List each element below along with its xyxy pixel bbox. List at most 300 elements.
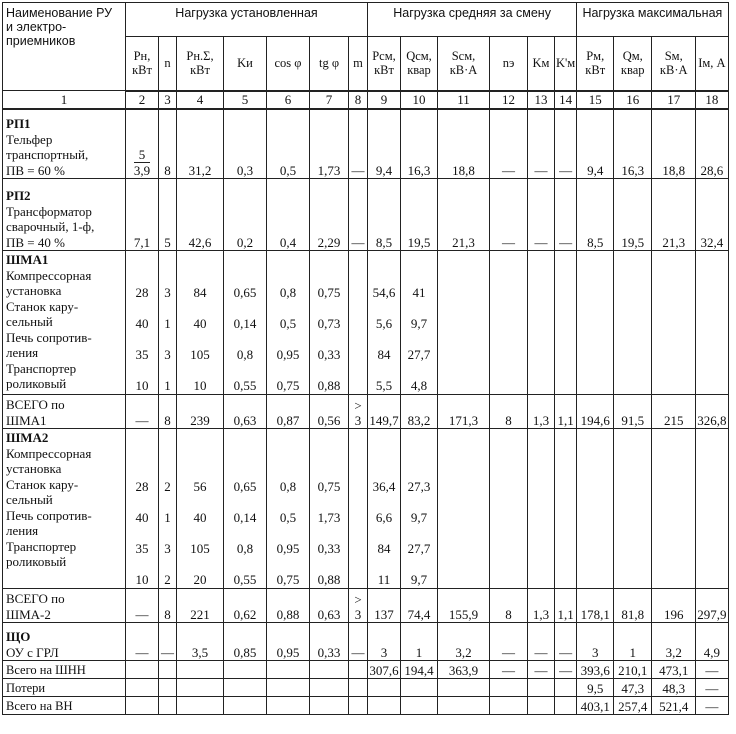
table-cell: 0,5 <box>267 109 310 179</box>
header-pn: Pн, кВт <box>126 37 159 91</box>
table-cell: 0,75 <box>317 478 341 494</box>
header-cos: cos φ <box>267 37 310 91</box>
shma2-ki-column <box>224 429 267 589</box>
stack-slot <box>311 557 347 588</box>
stack-slot <box>225 557 265 588</box>
table-cell: 16,3 <box>614 109 652 179</box>
empty-cell <box>577 429 614 589</box>
table-cell: 0,85 <box>224 623 267 661</box>
table-cell <box>555 679 577 697</box>
table-cell: 0,65 <box>233 284 257 300</box>
stack-slot <box>369 363 399 394</box>
stack-slot <box>268 495 308 526</box>
table-cell: — <box>349 623 368 661</box>
empty-cell <box>310 697 349 715</box>
stack-slot <box>160 495 175 526</box>
column-number: 1 <box>3 91 126 109</box>
shco-name <box>3 623 126 661</box>
stack-slot <box>178 464 222 495</box>
stack-slot <box>160 363 175 394</box>
table-cell: 3 <box>164 346 171 362</box>
table-cell: — <box>349 109 368 179</box>
table-cell: 83,2 <box>401 395 438 429</box>
header-tg: tg φ <box>310 37 349 91</box>
stack-slot <box>369 557 399 588</box>
table-cell: 297,9 <box>696 589 728 623</box>
stack-slot <box>369 495 399 526</box>
table-cell: 8 <box>159 109 177 179</box>
table-cell: — <box>490 623 528 661</box>
table-cell: 215 <box>652 395 696 429</box>
table-cell: 48,3 <box>652 679 696 697</box>
item-line: сельный <box>6 314 53 329</box>
empty-cell <box>126 697 159 715</box>
m-value: 3 <box>354 413 362 428</box>
total-line: ВСЕГО по <box>6 591 65 606</box>
empty-cell <box>159 679 177 697</box>
rp1-title: РП1 <box>6 116 31 131</box>
stack-slot <box>311 301 347 332</box>
table-cell: 27,7 <box>407 540 431 556</box>
column-number: 11 <box>438 91 490 109</box>
table-cell: 11 <box>377 571 391 587</box>
stack-slot <box>160 526 175 557</box>
table-cell: 1,3 <box>528 395 555 429</box>
stack-slot <box>225 301 265 332</box>
summary-label: Всего на ШНН <box>3 661 126 679</box>
stack-slot <box>127 363 157 394</box>
column-number: 17 <box>652 91 696 109</box>
stack-slot <box>311 495 347 526</box>
empty-cell <box>652 429 696 589</box>
table-row-summary <box>3 697 729 715</box>
table-cell: 0,33 <box>310 623 349 661</box>
empty-cell <box>696 251 728 395</box>
table-cell: 0,55 <box>233 377 257 393</box>
stack-slot <box>160 464 175 495</box>
stack-slot <box>160 332 175 363</box>
table-cell: 105 <box>190 346 210 362</box>
table-cell: 5 <box>159 179 177 251</box>
header-psm: Pсм, кВт <box>368 37 401 91</box>
table-cell: 3 <box>164 540 171 556</box>
table-cell: 3,2 <box>652 623 696 661</box>
table-cell: 363,9 <box>438 661 490 679</box>
column-number: 6 <box>267 91 310 109</box>
empty-cell <box>614 429 652 589</box>
table-cell: 0,73 <box>317 315 341 331</box>
stack-slot <box>178 301 222 332</box>
header-name-column: Наименование РУ и электро-приемников <box>3 3 126 91</box>
stack-slot <box>127 270 157 301</box>
column-number: 3 <box>159 91 177 109</box>
header-pn-sum: Pн.Σ, кВт <box>177 37 224 91</box>
table-cell: 0,75 <box>276 377 300 393</box>
rp1-pn-fraction <box>134 147 150 178</box>
stack-slot <box>178 332 222 363</box>
empty-cell <box>349 429 368 589</box>
table-cell: 81,8 <box>614 589 652 623</box>
stack-slot <box>402 557 436 588</box>
table-cell: 10 <box>193 377 207 393</box>
rp2-line: сварочный, 1-ф, <box>6 219 95 234</box>
table-cell: 0,88 <box>317 377 341 393</box>
table-cell <box>368 697 401 715</box>
table-cell: 9,4 <box>368 109 401 179</box>
table-cell: 18,8 <box>652 109 696 179</box>
empty-cell <box>349 679 368 697</box>
table-cell: 9,7 <box>410 509 428 525</box>
stack-slot <box>127 464 157 495</box>
rp1-pn-top: 5 <box>134 147 150 163</box>
stack-slot <box>127 301 157 332</box>
table-cell: 0,88 <box>267 589 310 623</box>
table-cell: 9,7 <box>410 571 428 587</box>
rp2-line: Трансформатор <box>6 203 92 219</box>
table-cell: 0,63 <box>310 589 349 623</box>
table-cell: 1 <box>164 509 171 525</box>
stack-slot <box>127 526 157 557</box>
rp2-title: РП2 <box>6 188 31 203</box>
table-cell: 194,4 <box>401 661 438 679</box>
rp1-pn <box>126 109 159 179</box>
table-cell: 0,33 <box>317 540 341 556</box>
rp1-line: транспортный, <box>6 147 89 162</box>
table-cell: 178,1 <box>577 589 614 623</box>
header-sm: Sм, кВ·А <box>652 37 696 91</box>
table-cell: 0,8 <box>279 284 297 300</box>
stack-slot <box>311 526 347 557</box>
table-cell: 393,6 <box>577 661 614 679</box>
table-cell: 54,6 <box>372 284 396 300</box>
table-cell: 257,4 <box>614 697 652 715</box>
stack-slot <box>225 495 265 526</box>
shma2-title: ШМА2 <box>6 430 49 445</box>
item-line: Компрессорная <box>6 267 92 283</box>
table-row-shma1-total <box>3 395 729 429</box>
column-number: 16 <box>614 91 652 109</box>
stack-slot <box>268 270 308 301</box>
rp1-line: ПВ = 60 % <box>6 162 65 178</box>
table-cell: 0,56 <box>310 395 349 429</box>
header-ki: Kи <box>224 37 267 91</box>
stack-slot <box>225 526 265 557</box>
column-number: 8 <box>349 91 368 109</box>
rp1-pn-bottom: 3,9 <box>133 163 151 178</box>
table-cell: 0,95 <box>276 346 300 362</box>
item-line: установка <box>6 461 62 476</box>
empty-cell <box>528 251 555 395</box>
stack-slot <box>225 332 265 363</box>
table-cell: 0,75 <box>317 284 341 300</box>
table-cell: 8 <box>490 395 528 429</box>
table-cell: 149,7 <box>368 395 401 429</box>
table-cell: 84 <box>193 284 207 300</box>
header-qsm: Qсм, квар <box>401 37 438 91</box>
table-cell: 56 <box>193 478 207 494</box>
table-cell: 0,8 <box>236 346 254 362</box>
table-cell: 0,3 <box>224 109 267 179</box>
table-cell: 239 <box>177 395 224 429</box>
table-cell: — <box>696 661 728 679</box>
stack-slot <box>225 270 265 301</box>
item-line: Станок кару- <box>6 298 79 314</box>
header-max-load: Нагрузка максимальная <box>577 3 728 37</box>
shma2-n-column <box>159 429 177 589</box>
header-n: n <box>159 37 177 91</box>
table-cell: 2 <box>164 478 171 494</box>
header-group-row <box>3 3 729 37</box>
table-cell: 84 <box>377 540 391 556</box>
column-number: 12 <box>490 91 528 109</box>
empty-cell <box>349 661 368 679</box>
table-cell: 16,3 <box>401 109 438 179</box>
table-cell: 0,5 <box>279 315 297 331</box>
table-cell: 10 <box>135 571 149 587</box>
table-cell <box>528 679 555 697</box>
table-cell: — <box>126 623 159 661</box>
load-calculation-table <box>2 2 729 715</box>
table-cell: — <box>555 109 577 179</box>
table-cell: 0,55 <box>233 571 257 587</box>
stack-slot <box>402 301 436 332</box>
item-line: роликовый <box>6 554 67 569</box>
column-number: 7 <box>310 91 349 109</box>
table-cell: 35 <box>135 540 149 556</box>
table-cell: 1,1 <box>555 589 577 623</box>
table-cell: 21,3 <box>438 179 490 251</box>
shma1-title: ШМА1 <box>6 252 49 267</box>
shma1-total-name <box>3 395 126 429</box>
table-cell <box>401 697 438 715</box>
item-line: ления <box>6 345 39 360</box>
rp2-name <box>3 179 126 251</box>
stack-slot <box>402 363 436 394</box>
table-cell: 0,63 <box>224 395 267 429</box>
table-cell: — <box>159 623 177 661</box>
table-cell: 21,3 <box>652 179 696 251</box>
stack-slot <box>402 332 436 363</box>
table-cell: — <box>349 179 368 251</box>
empty-cell <box>349 697 368 715</box>
item-line: роликовый <box>6 376 67 391</box>
header-km-prime: K'м <box>555 37 577 91</box>
empty-cell <box>159 661 177 679</box>
table-cell: 155,9 <box>438 589 490 623</box>
table-cell: 137 <box>368 589 401 623</box>
stack-slot <box>178 363 222 394</box>
stack-slot <box>225 363 265 394</box>
table-cell: 1,73 <box>310 109 349 179</box>
table-cell: 84 <box>377 346 391 362</box>
table-cell: — <box>528 623 555 661</box>
empty-cell <box>652 251 696 395</box>
table-cell: 0,4 <box>267 179 310 251</box>
stack-slot <box>127 557 157 588</box>
column-number: 13 <box>528 91 555 109</box>
stack-slot <box>402 464 436 495</box>
table-cell: 0,62 <box>224 589 267 623</box>
table-cell: 1 <box>164 315 171 331</box>
m-sign: > <box>354 592 362 607</box>
empty-cell <box>696 429 728 589</box>
stack-slot <box>225 464 265 495</box>
table-cell: 521,4 <box>652 697 696 715</box>
stack-slot <box>369 464 399 495</box>
table-cell: 4,9 <box>696 623 728 661</box>
table-cell: — <box>696 697 728 715</box>
table-cell: 28 <box>135 284 149 300</box>
table-cell: — <box>528 661 555 679</box>
table-cell: 74,4 <box>401 589 438 623</box>
table-cell: — <box>555 623 577 661</box>
stack-slot <box>369 526 399 557</box>
shma2-name <box>3 429 126 589</box>
table-cell: 0,14 <box>233 509 257 525</box>
empty-cell <box>555 251 577 395</box>
item-line: Транспортер <box>6 360 77 376</box>
table-cell: 36,4 <box>372 478 396 494</box>
table-cell: 3,5 <box>177 623 224 661</box>
header-ne: nэ <box>490 37 528 91</box>
table-row-summary <box>3 661 729 679</box>
empty-cell <box>267 661 310 679</box>
table-cell: 2 <box>164 571 171 587</box>
empty-cell <box>528 429 555 589</box>
rp1-name <box>3 109 126 179</box>
shma1-cos-column <box>267 251 310 395</box>
table-cell: 8 <box>159 589 177 623</box>
empty-cell <box>614 251 652 395</box>
table-cell: 40 <box>135 315 149 331</box>
table-cell: 8 <box>159 395 177 429</box>
table-cell: — <box>696 679 728 697</box>
table-cell: 0,75 <box>276 571 300 587</box>
header-km: Kм <box>528 37 555 91</box>
table-cell: 4,8 <box>410 377 428 393</box>
table-cell: 0,33 <box>317 346 341 362</box>
item-line: установка <box>6 283 62 298</box>
m-sign: > <box>354 398 362 413</box>
total-line: ШМА-2 <box>6 606 51 622</box>
stack-slot <box>160 301 175 332</box>
shma1-tg-column <box>310 251 349 395</box>
shco-title: ЩО <box>6 629 31 644</box>
empty-cell <box>177 679 224 697</box>
rp2-line: ПВ = 40 % <box>6 234 65 250</box>
table-cell: 307,6 <box>368 661 401 679</box>
table-cell: 28 <box>135 478 149 494</box>
table-cell: — <box>490 179 528 251</box>
total-line: ВСЕГО по <box>6 397 65 412</box>
shma1-ki-column <box>224 251 267 395</box>
table-row-shma2-total <box>3 589 729 623</box>
shma2-pns-column <box>177 429 224 589</box>
column-number: 18 <box>696 91 728 109</box>
table-cell: 1 <box>164 377 171 393</box>
table-cell: 3,2 <box>438 623 490 661</box>
table-cell: 7,1 <box>126 179 159 251</box>
item-line: Компрессорная <box>6 445 92 461</box>
table-cell: 31,2 <box>177 109 224 179</box>
table-cell: 6,6 <box>375 509 393 525</box>
stack-slot <box>369 332 399 363</box>
table-cell: — <box>555 661 577 679</box>
table-cell: 326,8 <box>696 395 728 429</box>
header-pm: Pм, кВт <box>577 37 614 91</box>
table-cell <box>555 697 577 715</box>
table-cell: 19,5 <box>401 179 438 251</box>
header-average-load: Нагрузка средняя за смену <box>368 3 577 37</box>
table-cell <box>528 697 555 715</box>
table-cell <box>490 697 528 715</box>
table-cell: 27,3 <box>407 478 431 494</box>
stack-slot <box>311 464 347 495</box>
table-cell: — <box>490 661 528 679</box>
stack-slot <box>311 270 347 301</box>
table-cell: 5,6 <box>375 315 393 331</box>
column-number: 10 <box>401 91 438 109</box>
column-number: 5 <box>224 91 267 109</box>
table-cell: 473,1 <box>652 661 696 679</box>
stack-slot <box>268 332 308 363</box>
table-cell <box>438 697 490 715</box>
stack-slot <box>178 495 222 526</box>
stack-slot <box>178 270 222 301</box>
item-line: Станок кару- <box>6 476 79 492</box>
table-cell: 1,1 <box>555 395 577 429</box>
empty-cell <box>310 661 349 679</box>
column-number: 2 <box>126 91 159 109</box>
table-cell: 9,4 <box>577 109 614 179</box>
shma1-pns-column <box>177 251 224 395</box>
empty-cell <box>577 251 614 395</box>
table-cell: — <box>528 109 555 179</box>
column-number: 9 <box>368 91 401 109</box>
table-cell: 0,88 <box>317 571 341 587</box>
shma1-n-column <box>159 251 177 395</box>
table-cell: 0,95 <box>276 540 300 556</box>
stack-slot <box>127 332 157 363</box>
shma2-cos-column <box>267 429 310 589</box>
table-cell: 0,65 <box>233 478 257 494</box>
stack-slot <box>268 464 308 495</box>
table-cell: 210,1 <box>614 661 652 679</box>
empty-cell <box>438 429 490 589</box>
shma2-pn-column <box>126 429 159 589</box>
header-ssm: Sсм, кВ·А <box>438 37 490 91</box>
header-m: m <box>349 37 368 91</box>
empty-cell <box>177 697 224 715</box>
table-cell: 171,3 <box>438 395 490 429</box>
table-cell: 28,6 <box>696 109 728 179</box>
shco-line: ОУ с ГРЛ <box>6 644 59 660</box>
load-calculation-table-sheet <box>2 2 729 715</box>
table-cell: 35 <box>135 346 149 362</box>
table-cell: — <box>126 395 159 429</box>
header-qm: Qм, квар <box>614 37 652 91</box>
stack-slot <box>268 301 308 332</box>
table-cell: 221 <box>177 589 224 623</box>
shma2-psm-column <box>368 429 401 589</box>
table-cell: 47,3 <box>614 679 652 697</box>
table-cell: 1 <box>614 623 652 661</box>
empty-cell <box>555 429 577 589</box>
table-cell: 40 <box>193 315 207 331</box>
empty-cell <box>310 679 349 697</box>
table-cell: 0,95 <box>267 623 310 661</box>
shma1-qsm-column <box>401 251 438 395</box>
